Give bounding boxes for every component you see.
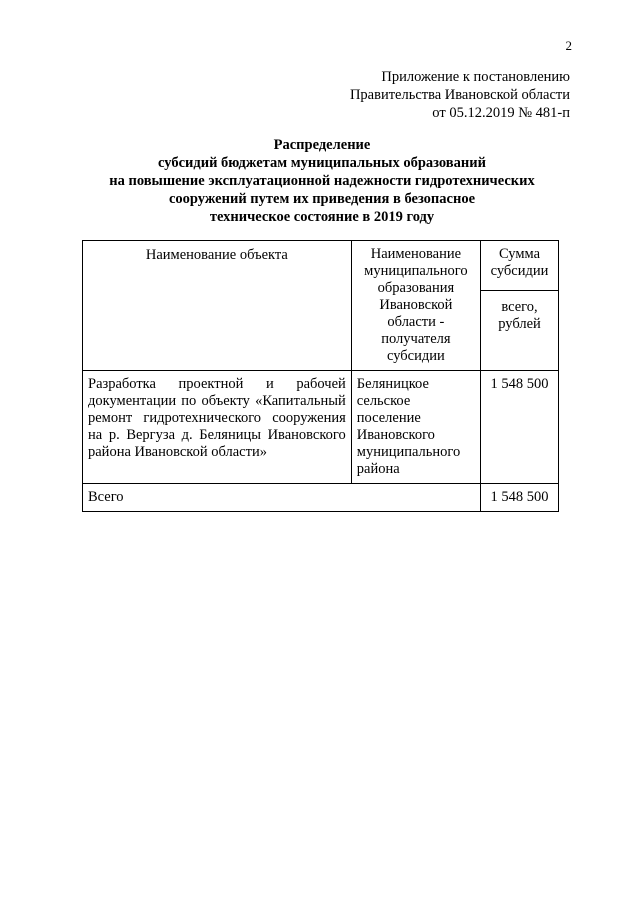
title-line-5: техническое состояние в 2019 году [209, 209, 435, 225]
distribution-table [82, 240, 559, 512]
cell-municipality: Беляницкое сельское поселение Ивановского муниципального района [351, 371, 480, 484]
appendix-line-2: Правительства Ивановской области [349, 87, 570, 103]
title-line-1: Распределение [273, 137, 371, 153]
table-total-row [83, 484, 559, 512]
appendix-line-1: Приложение к постановлению [381, 69, 570, 85]
title-line-3: на повышение эксплуатационной надежности гидротехнических [109, 173, 535, 189]
header-object-name: Наименование объекта [83, 241, 352, 371]
title-line-2: субсидий бюджетам муниципальных образований [158, 155, 486, 171]
header-municipality: Наименование муниципального образования Ивановской области - получателя субсидии [351, 241, 480, 371]
page-number: 2 [565, 38, 572, 53]
cell-object: Разработка проектной и рабочей документации по объекту «Капитальный ремонт гидротехнического сооружения на р. Вергуза д. Беляницы Ивановского района Ивановской области» [83, 371, 352, 484]
title-line-4: сооружений путем их приведения в безопасное [168, 191, 476, 207]
total-label: Всего [83, 484, 481, 512]
appendix-line-3: от 05.12.2019 № 481-п [432, 105, 570, 121]
document-title [82, 136, 562, 226]
table-row [83, 371, 559, 484]
cell-sum: 1 548 500 [481, 371, 559, 484]
header-sum-total-rubles: всего, рублей [481, 290, 559, 370]
appendix-reference [350, 68, 570, 122]
total-sum: 1 548 500 [481, 484, 559, 512]
header-sum: Сумма субсидии [481, 241, 559, 291]
table-header-row [83, 241, 559, 291]
